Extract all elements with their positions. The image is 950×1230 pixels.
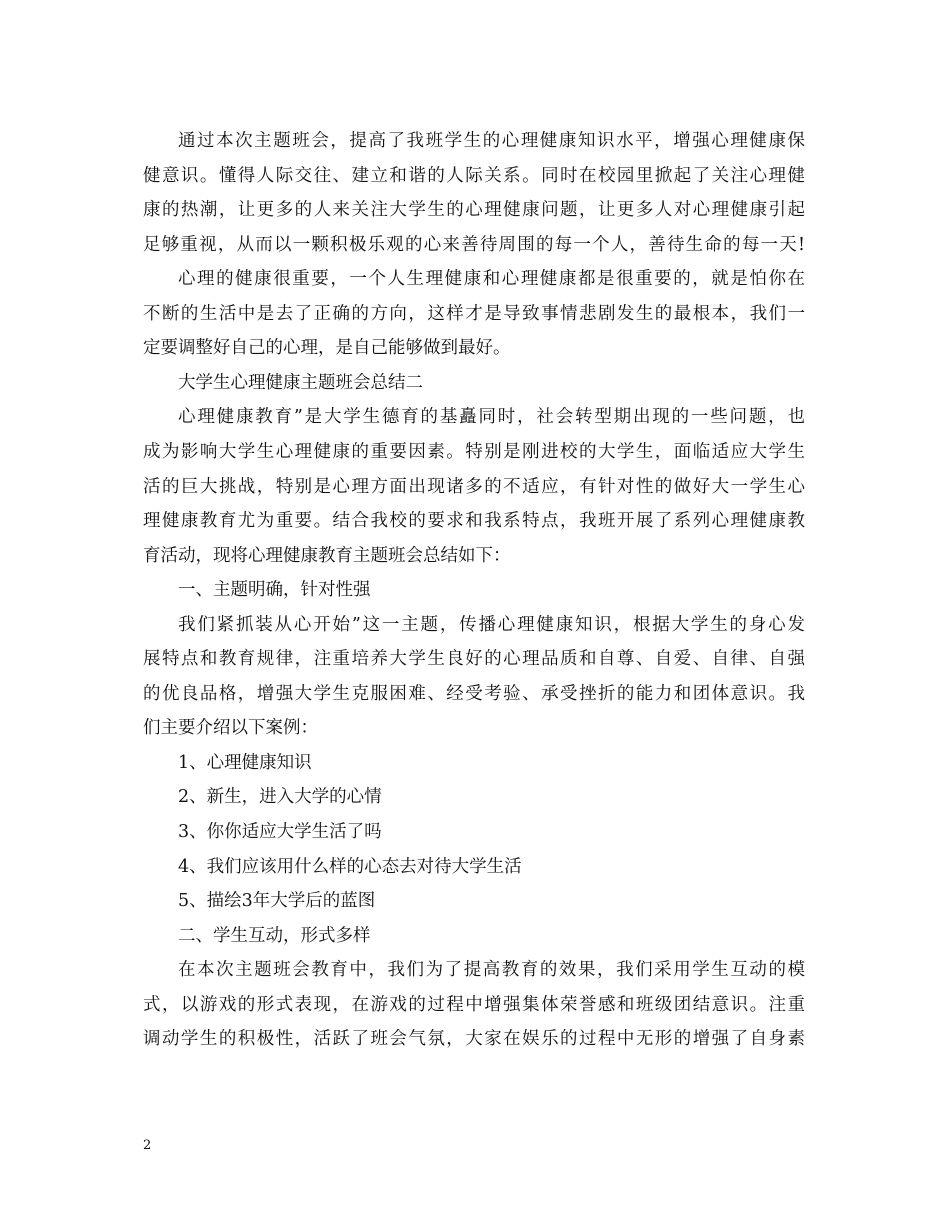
text-line: 们主要介绍以下案例：	[143, 718, 318, 738]
text-line: 在本次主题班会教育中，我们为了提高教育的效果，我们采用学生互动的模	[178, 960, 807, 980]
text-line: 5、描绘3年大学后的蓝图	[178, 891, 376, 911]
text-line: 理健康教育尤为重要。结合我校的要求和我系特点，我班开展了系列心理健康教	[143, 511, 807, 531]
text-line: 定要调整好自己的心理，是自己能够做到最好。	[143, 338, 511, 358]
text-line: 我们紧抓装从心开始”这一主题，传播心理健康知识，根据大学生的身心发	[178, 615, 807, 635]
text-line: 大学生心理健康主题班会总结二	[178, 373, 423, 393]
text-line: 式，以游戏的形式表现，在游戏的过程中增强集体荣誉感和班级团结意识。注重	[143, 995, 807, 1015]
text-line: 育活动，现将心理健康教育主题班会总结如下：	[143, 546, 511, 566]
text-line: 二、学生互动，形式多样	[178, 926, 371, 946]
text-line: 活的巨大挑战，特别是心理方面出现诸多的不适应，有针对性的做好大一学生心	[143, 477, 807, 497]
text-line: 心理健康教育”是大学生德育的基矗同时，社会转型期出现的一些问题，也	[178, 407, 807, 427]
text-line: 成为影响大学生心理健康的重要因素。特别是刚进校的大学生，面临适应大学生	[143, 442, 807, 462]
text-line: 康的热潮，让更多的人来关注大学生的心理健康问题，让更多人对心理健康引起	[143, 200, 807, 220]
text-line: 调动学生的积极性，活跃了班会气氛，大家在娱乐的过程中无形的增强了自身素	[143, 1029, 807, 1049]
text-line: 展特点和教育规律，注重培养大学生良好的心理品质和自尊、自爱、自律、自强	[143, 649, 807, 669]
text-line: 足够重视，从而以一颗积极乐观的心来善待周围的每一个人，善待生命的每一天!	[143, 235, 807, 255]
text-line: 的优良品格，增强大学生克服困难、经受考验、承受挫折的能力和团体意识。我	[143, 684, 807, 704]
text-line: 2、新生，进入大学的心情	[178, 787, 382, 807]
text-line: 一、主题明确，针对性强	[178, 580, 371, 600]
text-line: 1、心理健康知识	[178, 753, 312, 773]
text-line: 4、我们应该用什么样的心态去对待大学生活	[178, 857, 522, 877]
text-line: 通过本次主题班会，提高了我班学生的心理健康知识水平，增强心理健康保	[178, 131, 807, 151]
text-line: 3、你你适应大学生活了吗	[178, 822, 382, 842]
page-number: 2	[143, 1138, 152, 1153]
text-line: 健意识。懂得人际交往、建立和谐的人际关系。同时在校园里掀起了关注心理健	[143, 166, 807, 186]
text-line: 心理的健康很重要，一个人生理健康和心理健康都是很重要的，就是怕你在	[178, 269, 807, 289]
text-line: 不断的生活中是去了正确的方向，这样才是导致事情悲剧发生的最根本，我们一	[143, 304, 807, 324]
